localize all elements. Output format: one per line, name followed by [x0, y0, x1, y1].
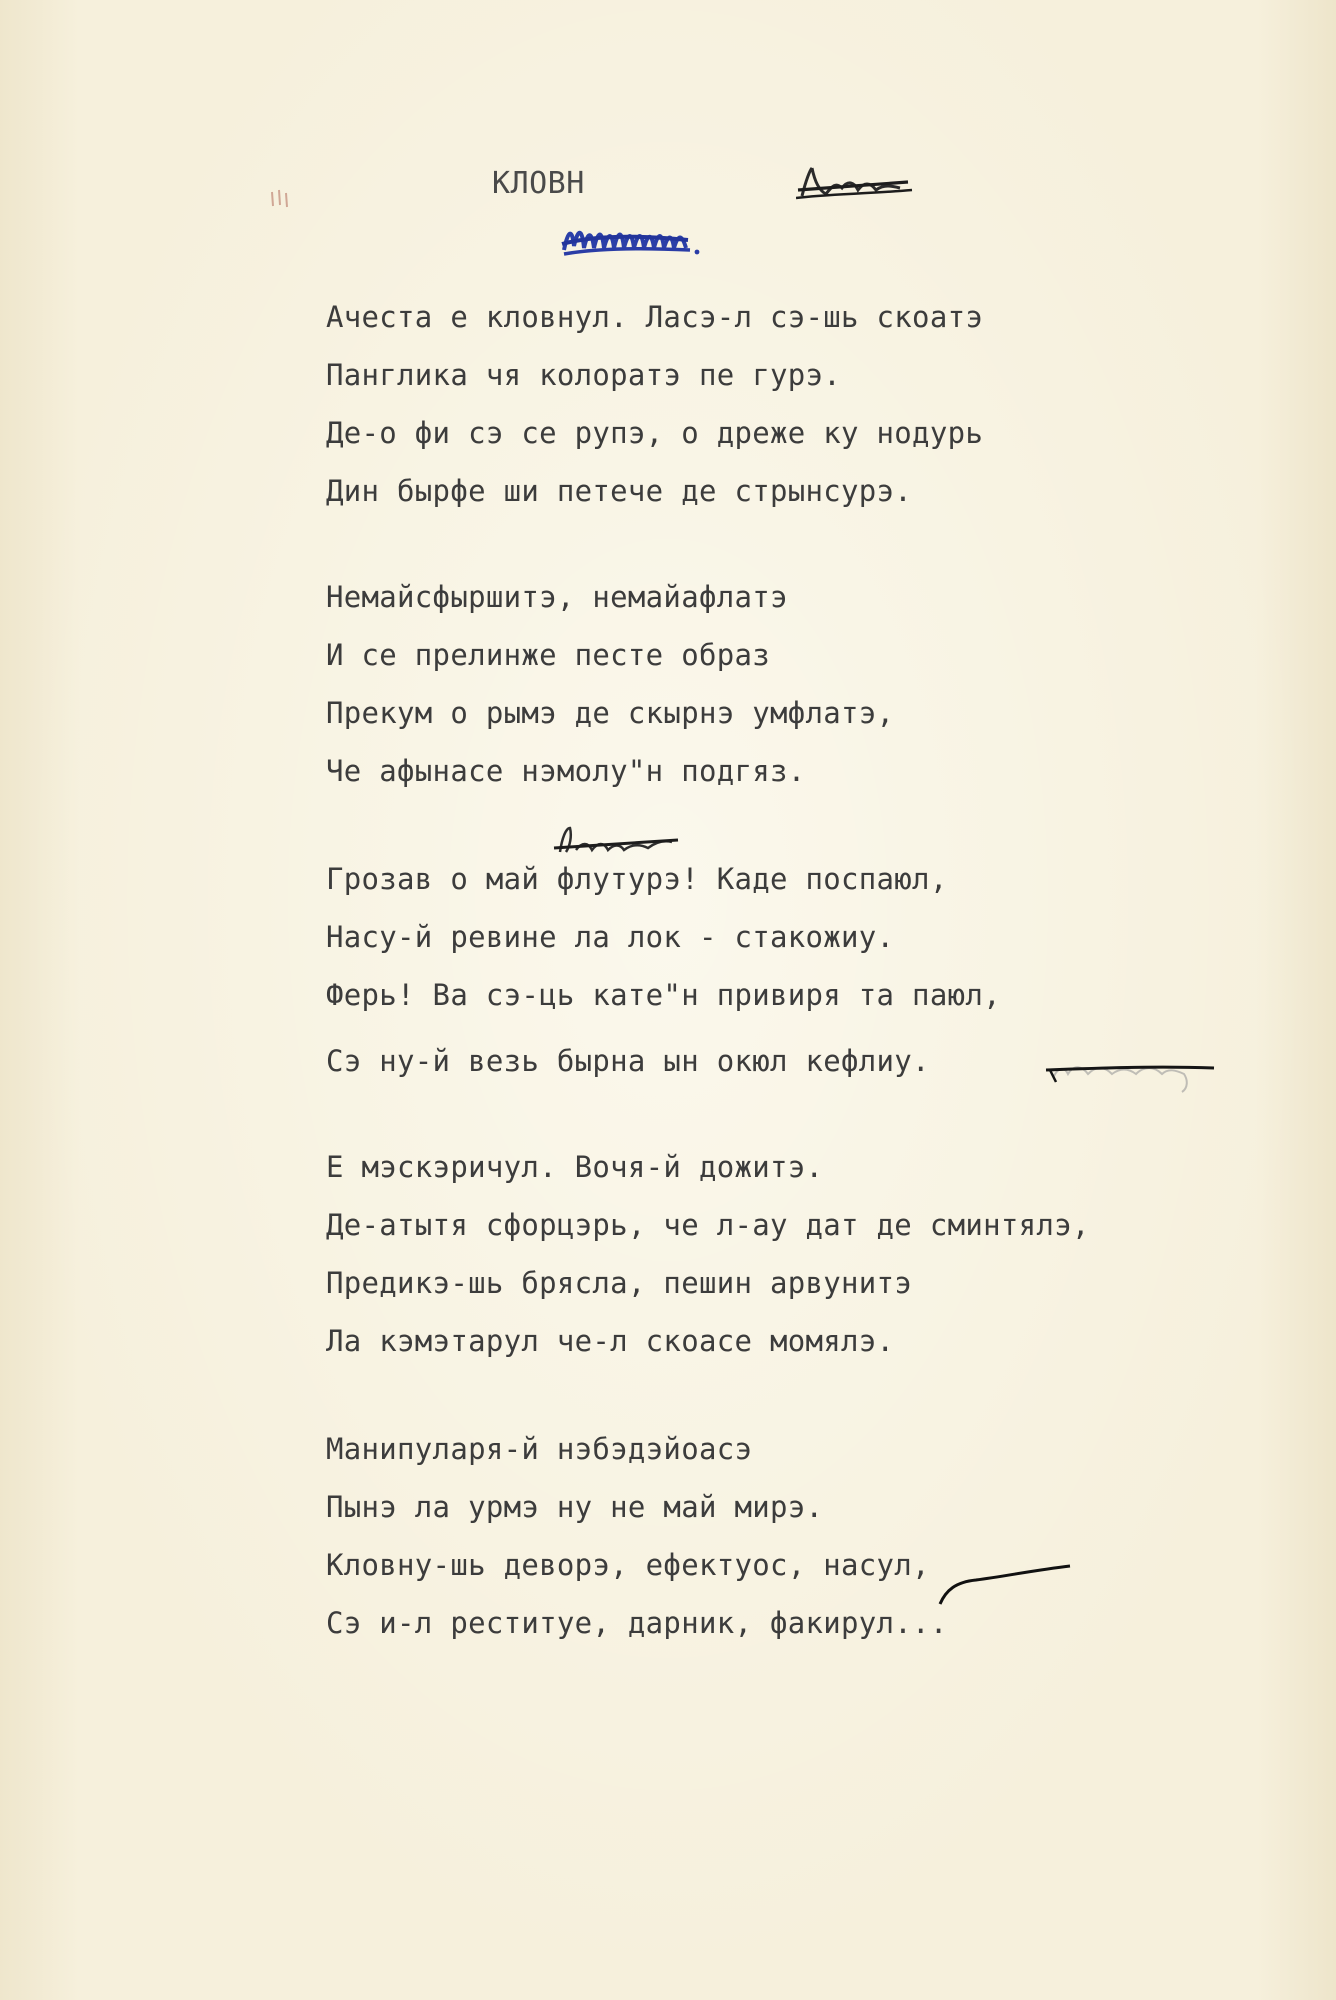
poem-line: Ачеста е кловнул. Ласэ-л сэ-шь скоатэ [326, 300, 984, 334]
margin-crossed-handwriting [1044, 1046, 1216, 1100]
poem-line: Грозав о май флутурэ! Каде поспаюл, [326, 862, 948, 896]
poem-line: Предикэ-шь брясла, пешин арвунитэ [326, 1266, 913, 1300]
poem-line: Че афынасе нэмолу"н подгяз. [326, 754, 806, 788]
stanza-2 [326, 568, 1226, 800]
poem-line: Де-атытя сфорцэрь, че л-ау дат де сминтялэ, [326, 1208, 1090, 1242]
crossed-out-handwriting [796, 160, 916, 208]
margin-smudge [268, 188, 294, 210]
poem-line: Де-о фи сэ се рупэ, о дреже ку нодурь [326, 416, 984, 450]
poem-line: Ла кэмэтарул че-л скоасе момялэ. [326, 1324, 895, 1358]
poem-line: Сэ ну-й везь бырна ын окюл кефлиу. [326, 1044, 930, 1078]
poem-title: КЛОВН [492, 166, 585, 201]
poem-line: Пынэ ла урмэ ну не май мирэ. [326, 1490, 824, 1524]
poem-line: Прекум о рымэ де скырнэ умфлатэ, [326, 696, 895, 730]
poem-line: И се прелинже песте образ [326, 638, 770, 672]
stanza-5 [326, 1420, 1226, 1652]
poem-line: Насу-й ревине ла лок - стакожиу. [326, 920, 895, 954]
poem-line: Кловну-шь деворэ, ефектуос, насул, [326, 1548, 930, 1582]
poem-line: Немайсфыршитэ, немайафлатэ [326, 580, 788, 614]
poem-line: Ферь! Ва сэ-ць кате"н привиря та паюл, [326, 978, 1001, 1012]
stanza-4 [326, 1138, 1226, 1370]
poem-line: Дин бырфе ши петече де стрынсурэ. [326, 474, 913, 508]
poem-line: Е мэскэричул. Вочя-й дожитэ. [326, 1150, 824, 1184]
poem-line: Панглика чя колоратэ пе гурэ. [326, 358, 842, 392]
poem-line: Сэ и-л реституе, дарник, факирул... [326, 1606, 948, 1640]
poem-line: Манипуларя-й нэбэдэйоасэ [326, 1432, 753, 1466]
blue-scribble [558, 220, 704, 264]
ink-stroke [936, 1560, 1076, 1610]
stanza-1 [326, 288, 1226, 520]
